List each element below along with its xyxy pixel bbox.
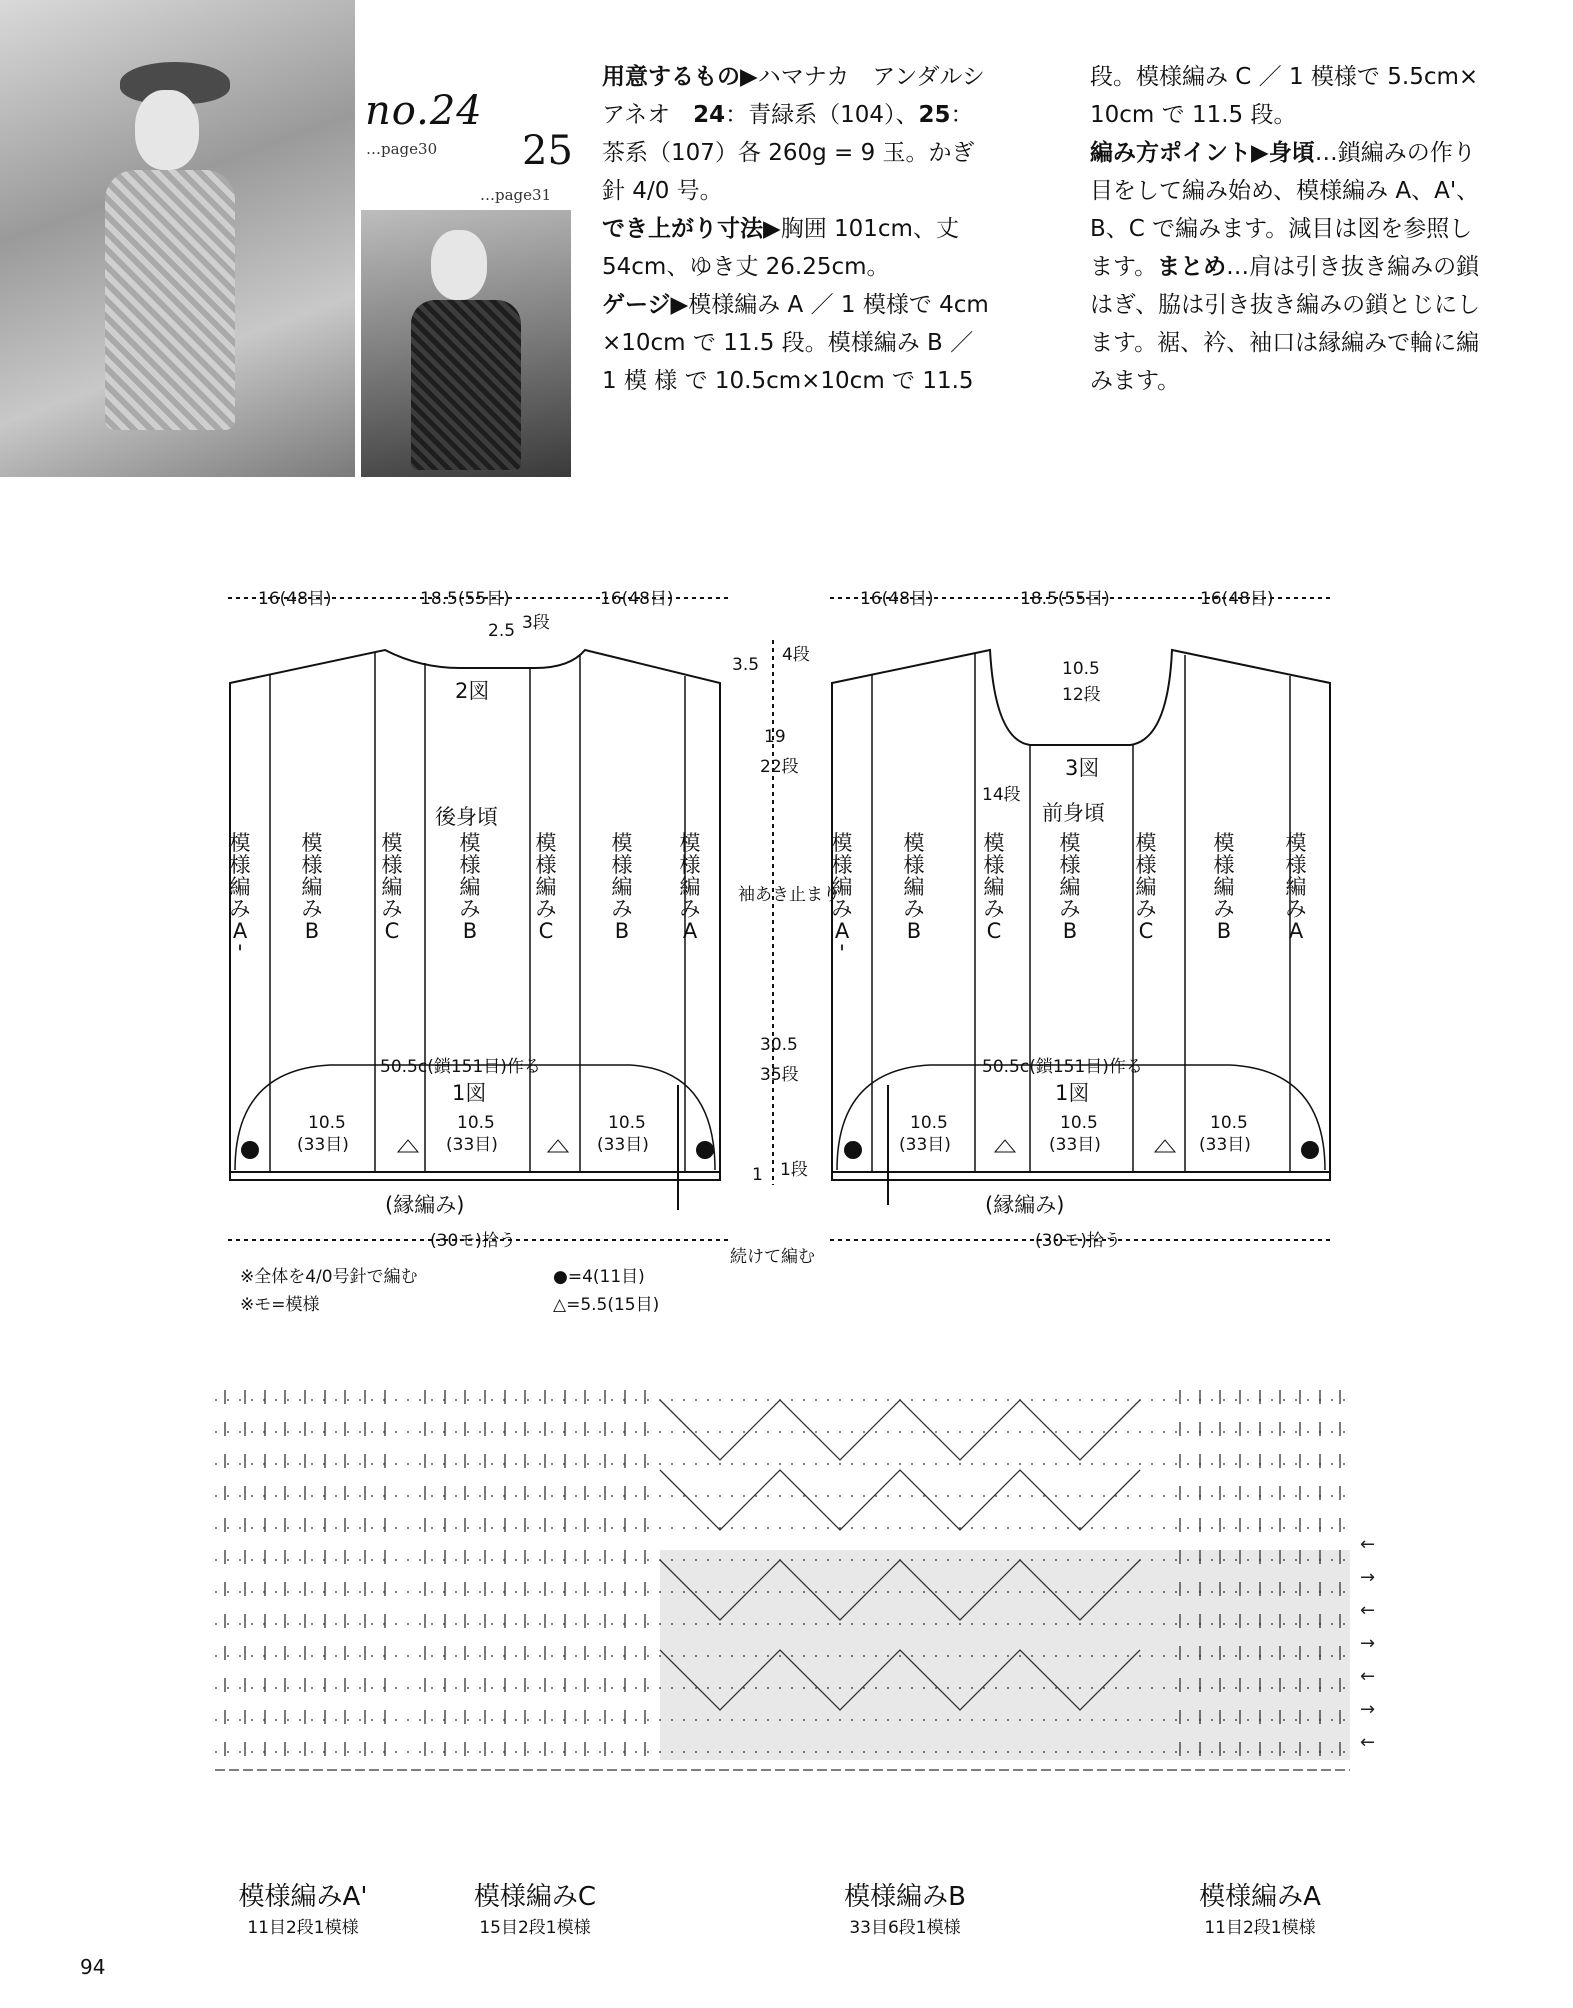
body-length-rows: 35段 xyxy=(760,1065,799,1085)
legend-dot: ●=4(11目) xyxy=(553,1267,645,1287)
border-rows: 1段 xyxy=(780,1160,808,1180)
segment-width: 10.5 xyxy=(1210,1113,1248,1133)
pattern-number-25: 25 xyxy=(522,128,573,174)
pattern-repeat: 11目2段1模様 xyxy=(1204,1918,1316,1938)
gauge-text: 段。模様編み C ／ 1 模様で 5.5cm× xyxy=(1090,64,1479,90)
pattern-number-24: no.24 xyxy=(365,88,483,134)
page-number: 94 xyxy=(80,1955,106,1979)
border-dim: 1 xyxy=(752,1165,763,1185)
front-fig-label: 3図 xyxy=(1065,756,1100,780)
chain-start-back: 50.5c(鎖151目)作る xyxy=(380,1057,541,1077)
armhole-rows: 22段 xyxy=(760,757,799,777)
segment-width: 10.5 xyxy=(457,1113,495,1133)
continue-label: 続けて編む xyxy=(730,1247,815,1267)
gauge-text: ×10cm で 11.5 段。模様編み B ／ xyxy=(602,330,974,356)
column-label: 模様編み C xyxy=(1135,831,1157,943)
point-label: 編み方ポイント▶ xyxy=(1090,140,1269,166)
gauge-text: 1 模 様 で 10.5cm×10cm で 11.5 xyxy=(602,368,974,394)
dim-top-front-right: 16(48目) xyxy=(1200,589,1274,609)
legend-triangle: △=5.5(15目) xyxy=(553,1295,660,1315)
dim-top-back-center: 18.5(55目) xyxy=(420,589,510,609)
pattern-b-label xyxy=(820,1876,990,1938)
front-neck-rows: 12段 xyxy=(1062,685,1101,705)
stitch-chart xyxy=(0,1370,1573,1870)
column-label: 模様編み B xyxy=(1213,831,1235,943)
dim-top-front-center: 18.5(55目) xyxy=(1020,589,1110,609)
pattern-repeat: 33目6段1模様 xyxy=(849,1918,961,1938)
column-label: 模様編み B xyxy=(1059,831,1081,943)
dot-marker xyxy=(241,1141,259,1159)
pattern-c-label xyxy=(450,1876,620,1938)
row-arrow: → xyxy=(1360,1567,1376,1588)
segment-stitches: (33目) xyxy=(1199,1135,1251,1155)
triangle-marker xyxy=(398,1140,418,1152)
materials-text: アネオ xyxy=(602,102,694,128)
shoulder-rows: 4段 xyxy=(782,645,810,665)
column-label: 模様編み A ' xyxy=(229,831,251,965)
segment-stitches: (33目) xyxy=(446,1135,498,1155)
back-body-label: 後身頃 xyxy=(435,805,498,829)
segment-stitches: (33目) xyxy=(899,1135,951,1155)
row-arrow: → xyxy=(1360,1633,1376,1654)
point-text: …鎖編みの作り xyxy=(1314,140,1476,166)
body-length-dim: 30.5 xyxy=(760,1035,798,1055)
dim-top-back-right: 16(48目) xyxy=(600,589,674,609)
shoulder-dim: 3.5 xyxy=(732,655,760,675)
note-mo: ※モ=模様 xyxy=(240,1295,320,1315)
column-label: 模様編み A xyxy=(1285,831,1307,943)
materials-text: ：青緑系（104）、 xyxy=(725,102,919,128)
pattern-a-prime-label xyxy=(218,1876,388,1938)
point-text: ます。裾、衿、袖口は縁編みで輪に編 xyxy=(1090,330,1480,356)
column-label: 模様編み B xyxy=(903,831,925,943)
segment-width: 10.5 xyxy=(1060,1113,1098,1133)
triangle-marker xyxy=(548,1140,568,1152)
yarn-25: 25 xyxy=(918,102,951,128)
dot-marker xyxy=(1301,1141,1319,1159)
point-text: はぎ、脇は引き抜き編みの鎖とじにし xyxy=(1090,292,1481,318)
front-body-label: 前身頃 xyxy=(1042,801,1105,825)
row-arrow: ← xyxy=(1360,1732,1376,1753)
row-arrow: → xyxy=(1360,1699,1376,1720)
row-arrow: ← xyxy=(1360,1666,1376,1687)
column-label: 模様編み C xyxy=(381,831,403,943)
segment-width: 10.5 xyxy=(608,1113,646,1133)
pattern-repeat: 15目2段1模様 xyxy=(479,1918,591,1938)
column-label: 模様編み B xyxy=(301,831,323,943)
dim-top-back-left: 16(48目) xyxy=(258,589,332,609)
back-fig-label: 2図 xyxy=(455,679,490,703)
chain-start-front: 50.5c(鎖151目)作る xyxy=(982,1057,1143,1077)
note-needle: ※全体を4/0号針で編む xyxy=(240,1267,418,1287)
row-arrow: ← xyxy=(1360,1534,1376,1555)
segment-width: 10.5 xyxy=(308,1113,346,1133)
fig1-back: 1図 xyxy=(452,1081,487,1105)
armhole-dim: 19 xyxy=(764,727,786,747)
point-text: B、C で編みます。減目は図を参照し xyxy=(1090,216,1473,242)
segment-stitches: (33目) xyxy=(1049,1135,1101,1155)
border-label-front: (縁編み) xyxy=(985,1193,1065,1217)
pickup-front: (30モ)拾う xyxy=(1035,1231,1121,1251)
triangle-marker xyxy=(995,1140,1015,1152)
size-label: でき上がり寸法▶ xyxy=(602,216,781,242)
armhole-stop-label: 袖あき止まり xyxy=(738,885,840,905)
point-text: …肩は引き抜き編みの鎖 xyxy=(1226,254,1480,280)
column-label: 模様編み A ' xyxy=(831,831,853,965)
fig1-front: 1図 xyxy=(1055,1081,1090,1105)
point-text: 目をして編み始め、模様編み A、A'、 xyxy=(1090,178,1480,204)
materials-text: 茶系（107）各 260g = 9 玉。かぎ xyxy=(602,140,975,166)
dot-marker xyxy=(844,1141,862,1159)
point-text: みます。 xyxy=(1090,368,1181,394)
page-ref-24: …page30 xyxy=(366,140,438,158)
gauge-label: ゲージ▶ xyxy=(602,292,689,318)
gauge-text: 10cm で 11.5 段。 xyxy=(1090,102,1297,128)
pickup-back: (30モ)拾う xyxy=(430,1231,516,1251)
pattern-name: 模様編みC xyxy=(473,1882,597,1912)
point-body-label: 身頃 xyxy=(1268,140,1315,166)
dot-marker xyxy=(696,1141,714,1159)
materials-label: 用意するもの▶ xyxy=(602,64,758,90)
pattern-repeat: 11目2段1模様 xyxy=(247,1918,359,1938)
column-label: 模様編み B xyxy=(459,831,481,943)
pattern-name: 模様編みA' xyxy=(238,1882,368,1912)
finish-label: まとめ xyxy=(1157,254,1227,280)
column-label: 模様編み C xyxy=(535,831,557,943)
dim-top-front-left: 16(48目) xyxy=(860,589,934,609)
materials-text: ： xyxy=(950,102,974,128)
row-arrow: ← xyxy=(1360,1600,1376,1621)
point-text: ます。 xyxy=(1090,254,1158,280)
pattern-name: 模様編みA xyxy=(1199,1882,1321,1912)
segment-stitches: (33目) xyxy=(597,1135,649,1155)
yarn-24: 24 xyxy=(693,102,726,128)
front-side-rows: 14段 xyxy=(982,785,1021,805)
back-neck-width: 2.5 xyxy=(488,621,516,641)
pattern-name: 模様編みB xyxy=(844,1882,966,1912)
size-text: 54cm、ゆき丈 26.25cm。 xyxy=(602,254,890,280)
highlight-band xyxy=(660,1550,1350,1760)
materials-text: ハマナカ アンダルシ xyxy=(757,64,985,90)
front-neck-width: 10.5 xyxy=(1062,659,1100,679)
materials-text: 針 4/0 号。 xyxy=(602,178,723,204)
column-label: 模様編み B xyxy=(611,831,633,943)
back-neck-rows: 3段 xyxy=(522,613,550,633)
segment-stitches: (33目) xyxy=(297,1135,349,1155)
column-label: 模様編み A xyxy=(679,831,701,943)
gauge-text: 模様編み A ／ 1 模様で 4cm xyxy=(688,292,989,318)
triangle-marker xyxy=(1155,1140,1175,1152)
segment-width: 10.5 xyxy=(910,1113,948,1133)
border-label-back: (縁編み) xyxy=(385,1193,465,1217)
page-ref-25: …page31 xyxy=(480,186,552,204)
size-text: 胸囲 101cm、丈 xyxy=(780,216,959,242)
pattern-a-label xyxy=(1175,1876,1345,1938)
column-label: 模様編み C xyxy=(983,831,1005,943)
